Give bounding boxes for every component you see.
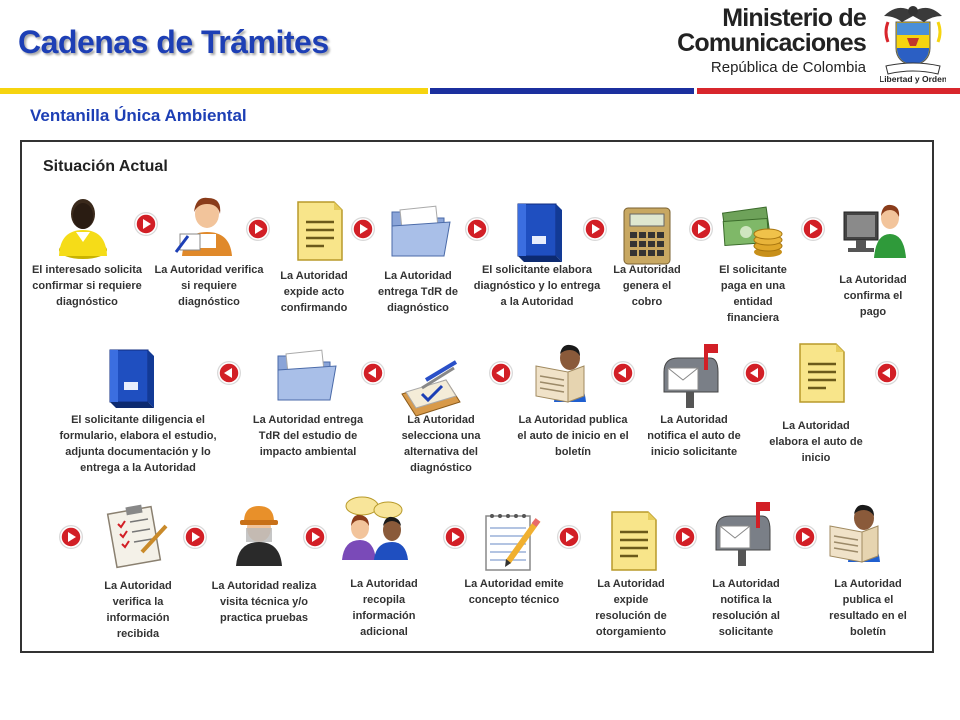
arrow-right-icon (245, 216, 271, 242)
binder-icon (504, 196, 574, 266)
computer-user-icon (838, 192, 908, 262)
arrow-right-icon (672, 524, 698, 550)
arrow-right-icon (182, 524, 208, 550)
mailbox-icon (708, 500, 778, 570)
section-title: Situación Actual (43, 158, 168, 175)
hardhat-worker-icon (224, 500, 294, 570)
step-label: El solicitante diligencia el formulario, elabora el estudio, adjunta documentación y lo entrega a la Autoridad (59, 414, 217, 474)
arrow-left-icon (610, 360, 636, 386)
step-label: La Autoridad notifica la resolución al solicitante (712, 578, 780, 638)
step-label: La Autoridad emite concepto técnico (464, 578, 564, 606)
arrow-right-icon (582, 216, 608, 242)
band-yellow (0, 88, 428, 94)
page-title: Cadenas de Trámites (18, 24, 329, 60)
step-label: La Autoridad publica el resultado en el boletín (829, 578, 907, 638)
notepad-pencil-icon (476, 506, 546, 576)
mailbox-icon (656, 342, 726, 412)
checkmark-pen-icon (396, 350, 466, 420)
document-icon (786, 338, 856, 408)
svg-text:Libertad y Orden: Libertad y Orden (880, 74, 946, 84)
step-label: La Autoridad entrega TdR del estudio de impacto ambiental (252, 414, 364, 458)
folder-icon (386, 196, 456, 266)
arrow-right-icon (350, 216, 376, 242)
step-label: El solicitante paga en una entidad financiera (719, 264, 787, 324)
ministry-line1: Ministerio de (722, 4, 866, 32)
arrow-right-icon (302, 524, 328, 550)
arrow-right-icon (792, 524, 818, 550)
ministry-line3: República de Colombia (710, 59, 866, 76)
money-icon (718, 196, 788, 266)
arrow-right-icon (464, 216, 490, 242)
calculator-icon (612, 200, 682, 270)
step-label: La Autoridad publica el auto de inicio en el boletín (517, 414, 629, 458)
step-label: La Autoridad verifica si requiere diagnóstico (154, 264, 264, 308)
step-label: El solicitante elabora diagnóstico y lo entrega a la Autoridad (473, 264, 601, 308)
arrow-left-icon (488, 360, 514, 386)
band-blue (430, 88, 694, 94)
step-label: La Autoridad verifica la información recibida (104, 580, 172, 640)
checklist-icon (102, 500, 172, 570)
step-label: La Autoridad elabora el auto de inicio (769, 420, 863, 464)
arrow-right-icon (133, 211, 159, 237)
step-label: La Autoridad selecciona una alternativa del diagnóstico (401, 414, 481, 474)
step-label: La Autoridad realiza visita técnica y/o practica pruebas (211, 580, 317, 624)
subtitle: Ventanilla Única Ambiental (30, 106, 247, 125)
arrow-left-icon (360, 360, 386, 386)
conversation-icon (340, 494, 410, 564)
arrow-right-icon (442, 524, 468, 550)
newspaper-reader-icon (532, 336, 602, 406)
coat-of-arms-icon (880, 2, 946, 86)
arrow-left-icon (742, 360, 768, 386)
arrow-right-icon (58, 524, 84, 550)
newspaper-reader-icon (826, 496, 896, 566)
document-icon (284, 196, 354, 266)
arrow-right-icon (800, 216, 826, 242)
arrow-left-icon (874, 360, 900, 386)
folder-icon (272, 340, 342, 410)
ministry-name (677, 6, 866, 75)
step-label: La Autoridad entrega TdR de diagnóstico (377, 270, 459, 314)
step-label: El interesado solicita confirmar si requiere diagnóstico (31, 264, 143, 308)
binder-icon (96, 342, 166, 412)
step-label: La Autoridad recopila información adicional (350, 578, 418, 638)
ministry-line2: Comunicaciones (677, 29, 866, 57)
band-red (697, 88, 960, 94)
document-icon (598, 506, 668, 576)
step-label: La Autoridad expide resolución de otorgamiento (595, 578, 667, 638)
step-label: La Autoridad genera el cobro (613, 264, 681, 308)
step-label: La Autoridad expide acto confirmando (280, 270, 348, 314)
arrow-right-icon (688, 216, 714, 242)
worker-writing-icon (172, 190, 242, 260)
step-label: La Autoridad confirma el pago (839, 274, 907, 318)
person-icon (48, 190, 118, 260)
arrow-left-icon (216, 360, 242, 386)
step-label: La Autoridad notifica el auto de inicio solicitante (647, 414, 741, 458)
arrow-right-icon (556, 524, 582, 550)
